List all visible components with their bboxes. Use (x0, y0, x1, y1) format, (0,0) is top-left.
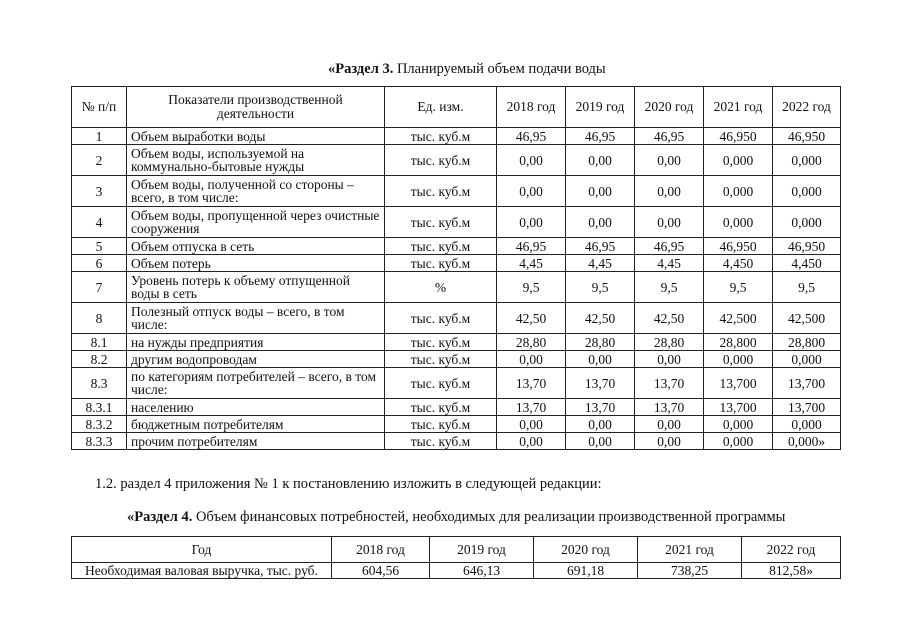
table-row (72, 255, 841, 272)
header-year-2021: 2021 год (704, 87, 773, 128)
value-2020: 46,95 (635, 238, 704, 255)
table-row (72, 238, 841, 255)
value-2021: 28,800 (704, 334, 773, 351)
value-2018: 9,5 (497, 272, 566, 303)
value-2019: 9,5 (566, 272, 635, 303)
value-2018: 13,70 (497, 368, 566, 399)
value-2018: 42,50 (497, 303, 566, 334)
value-2021: 46,950 (704, 128, 773, 145)
value-2018: 0,00 (497, 416, 566, 433)
unit-cell: % (385, 272, 497, 303)
value-2022: 0,000» (773, 433, 841, 450)
value-2022: 4,450 (773, 255, 841, 272)
section-3-title-bold: «Раздел 3. (328, 61, 394, 77)
row-number: 1 (72, 128, 127, 145)
value-2020: 28,80 (635, 334, 704, 351)
value-2018: 13,70 (497, 399, 566, 416)
header-year-2021: 2021 год (638, 537, 742, 563)
section-3-title (328, 61, 606, 78)
unit-cell: тыс. куб.м (385, 334, 497, 351)
table-header-row (72, 537, 841, 563)
unit-cell: тыс. куб.м (385, 416, 497, 433)
indicator-name: Объем выработки воды (127, 128, 385, 145)
section-3-title-text: Планируемый объем подачи воды (393, 61, 606, 77)
value-2018: 604,56 (332, 563, 430, 579)
indicator-name: по категориям потребителей – всего, в том числе: (127, 368, 385, 399)
value-2022: 46,950 (773, 238, 841, 255)
row-number: 8.3.3 (72, 433, 127, 450)
indicator-name: на нужды предприятия (127, 334, 385, 351)
value-2021: 42,500 (704, 303, 773, 334)
unit-cell: тыс. куб.м (385, 207, 497, 238)
row-number: 8.3 (72, 368, 127, 399)
table-row (72, 368, 841, 399)
header-year-2020: 2020 год (635, 87, 704, 128)
table-row (72, 128, 841, 145)
value-2022: 0,000 (773, 351, 841, 368)
value-2021: 0,000 (704, 145, 773, 176)
header-year-2018: 2018 год (497, 87, 566, 128)
value-2021: 0,000 (704, 416, 773, 433)
header-number: № п/п (72, 87, 127, 128)
value-2020: 13,70 (635, 399, 704, 416)
header-indicator: Показатели производственной деятельности (127, 87, 385, 128)
value-2022: 0,000 (773, 416, 841, 433)
value-2020: 4,45 (635, 255, 704, 272)
indicator-name: Объем воды, используемой на коммунально-бытовые нужды (127, 145, 385, 176)
value-2019: 28,80 (566, 334, 635, 351)
value-2020: 46,95 (635, 128, 704, 145)
value-2019: 646,13 (430, 563, 534, 579)
value-2021: 4,450 (704, 255, 773, 272)
indicator-name: бюджетным потребителям (127, 416, 385, 433)
indicator-name: Объем отпуска в сеть (127, 238, 385, 255)
value-2022: 46,950 (773, 128, 841, 145)
value-2019: 0,00 (566, 351, 635, 368)
financial-needs-table (71, 536, 841, 579)
indicator-name: Уровень потерь к объему отпущенной воды в сеть (127, 272, 385, 303)
value-2022: 13,700 (773, 399, 841, 416)
header-year-2022: 2022 год (773, 87, 841, 128)
unit-cell: тыс. куб.м (385, 303, 497, 334)
value-2019: 46,95 (566, 238, 635, 255)
value-2018: 0,00 (497, 207, 566, 238)
table-header-row (72, 87, 841, 128)
value-2020: 0,00 (635, 416, 704, 433)
value-2019: 0,00 (566, 207, 635, 238)
value-2019: 0,00 (566, 433, 635, 450)
section-4-title-text: Объем финансовых потребностей, необходимых для реализации производственной программы (192, 509, 786, 525)
header-unit: Ед. изм. (385, 87, 497, 128)
value-2021: 738,25 (638, 563, 742, 579)
value-2019: 0,00 (566, 145, 635, 176)
value-2018: 28,80 (497, 334, 566, 351)
header-year-2019: 2019 год (430, 537, 534, 563)
amendment-paragraph: 1.2. раздел 4 приложения № 1 к постановлению изложить в следующей редакции: (95, 476, 602, 492)
header-year-2018: 2018 год (332, 537, 430, 563)
value-2018: 4,45 (497, 255, 566, 272)
value-2022: 13,700 (773, 368, 841, 399)
value-2020: 0,00 (635, 207, 704, 238)
value-2022: 812,58» (742, 563, 841, 579)
unit-cell: тыс. куб.м (385, 368, 497, 399)
value-2022: 0,000 (773, 207, 841, 238)
unit-cell: тыс. куб.м (385, 433, 497, 450)
value-2019: 4,45 (566, 255, 635, 272)
value-2022: 28,800 (773, 334, 841, 351)
value-2018: 46,95 (497, 128, 566, 145)
indicator-name: населению (127, 399, 385, 416)
value-2022: 0,000 (773, 145, 841, 176)
value-2020: 691,18 (534, 563, 638, 579)
header-year-2020: 2020 год (534, 537, 638, 563)
unit-cell: тыс. куб.м (385, 399, 497, 416)
header-year-2019: 2019 год (566, 87, 635, 128)
table-row (72, 399, 841, 416)
table-row (72, 416, 841, 433)
indicator-name: Объем потерь (127, 255, 385, 272)
row-number: 8.2 (72, 351, 127, 368)
value-2020: 0,00 (635, 433, 704, 450)
value-2018: 0,00 (497, 433, 566, 450)
value-2020: 42,50 (635, 303, 704, 334)
value-2022: 0,000 (773, 176, 841, 207)
row-number: 4 (72, 207, 127, 238)
indicator-name: Объем воды, пропущенной через очистные сооружения (127, 207, 385, 238)
row-number: 8 (72, 303, 127, 334)
table-row (72, 334, 841, 351)
value-2021: 46,950 (704, 238, 773, 255)
table-row (72, 272, 841, 303)
value-2021: 0,000 (704, 433, 773, 450)
value-2020: 13,70 (635, 368, 704, 399)
unit-cell: тыс. куб.м (385, 128, 497, 145)
row-number: 8.1 (72, 334, 127, 351)
value-2019: 13,70 (566, 399, 635, 416)
indicator-name: Объем воды, полученной со стороны – всего, в том числе: (127, 176, 385, 207)
header-year: Год (72, 537, 332, 563)
value-2019: 13,70 (566, 368, 635, 399)
value-2020: 0,00 (635, 351, 704, 368)
unit-cell: тыс. куб.м (385, 255, 497, 272)
table-row (72, 176, 841, 207)
table-row (72, 433, 841, 450)
indicator-name: Полезный отпуск воды – всего, в том числе: (127, 303, 385, 334)
row-number: 2 (72, 145, 127, 176)
row-number: 8.3.1 (72, 399, 127, 416)
value-2022: 9,5 (773, 272, 841, 303)
value-2018: 0,00 (497, 351, 566, 368)
value-2021: 0,000 (704, 176, 773, 207)
row-number: 3 (72, 176, 127, 207)
table-row (72, 145, 841, 176)
value-2021: 13,700 (704, 368, 773, 399)
unit-cell: тыс. куб.м (385, 176, 497, 207)
unit-cell: тыс. куб.м (385, 351, 497, 368)
value-2019: 0,00 (566, 416, 635, 433)
row-number: 7 (72, 272, 127, 303)
indicator-name: прочим потребителям (127, 433, 385, 450)
table-row (72, 303, 841, 334)
value-2021: 9,5 (704, 272, 773, 303)
value-2018: 0,00 (497, 176, 566, 207)
unit-cell: тыс. куб.м (385, 145, 497, 176)
value-2022: 42,500 (773, 303, 841, 334)
row-number: 6 (72, 255, 127, 272)
value-2019: 0,00 (566, 176, 635, 207)
water-supply-table (71, 86, 841, 450)
table-row (72, 207, 841, 238)
row-number: 8.3.2 (72, 416, 127, 433)
value-2020: 0,00 (635, 145, 704, 176)
section-4-title-bold: «Раздел 4. (127, 509, 193, 525)
value-2018: 0,00 (497, 145, 566, 176)
table-row (72, 351, 841, 368)
value-2020: 0,00 (635, 176, 704, 207)
value-2021: 13,700 (704, 399, 773, 416)
row-number: 5 (72, 238, 127, 255)
value-2020: 9,5 (635, 272, 704, 303)
value-2019: 42,50 (566, 303, 635, 334)
header-year-2022: 2022 год (742, 537, 841, 563)
row-label: Необходимая валовая выручка, тыс. руб. (72, 563, 332, 579)
unit-cell: тыс. куб.м (385, 238, 497, 255)
section-4-title (127, 509, 785, 526)
table-row (72, 563, 841, 579)
value-2021: 0,000 (704, 351, 773, 368)
value-2021: 0,000 (704, 207, 773, 238)
indicator-name: другим водопроводам (127, 351, 385, 368)
value-2018: 46,95 (497, 238, 566, 255)
value-2019: 46,95 (566, 128, 635, 145)
